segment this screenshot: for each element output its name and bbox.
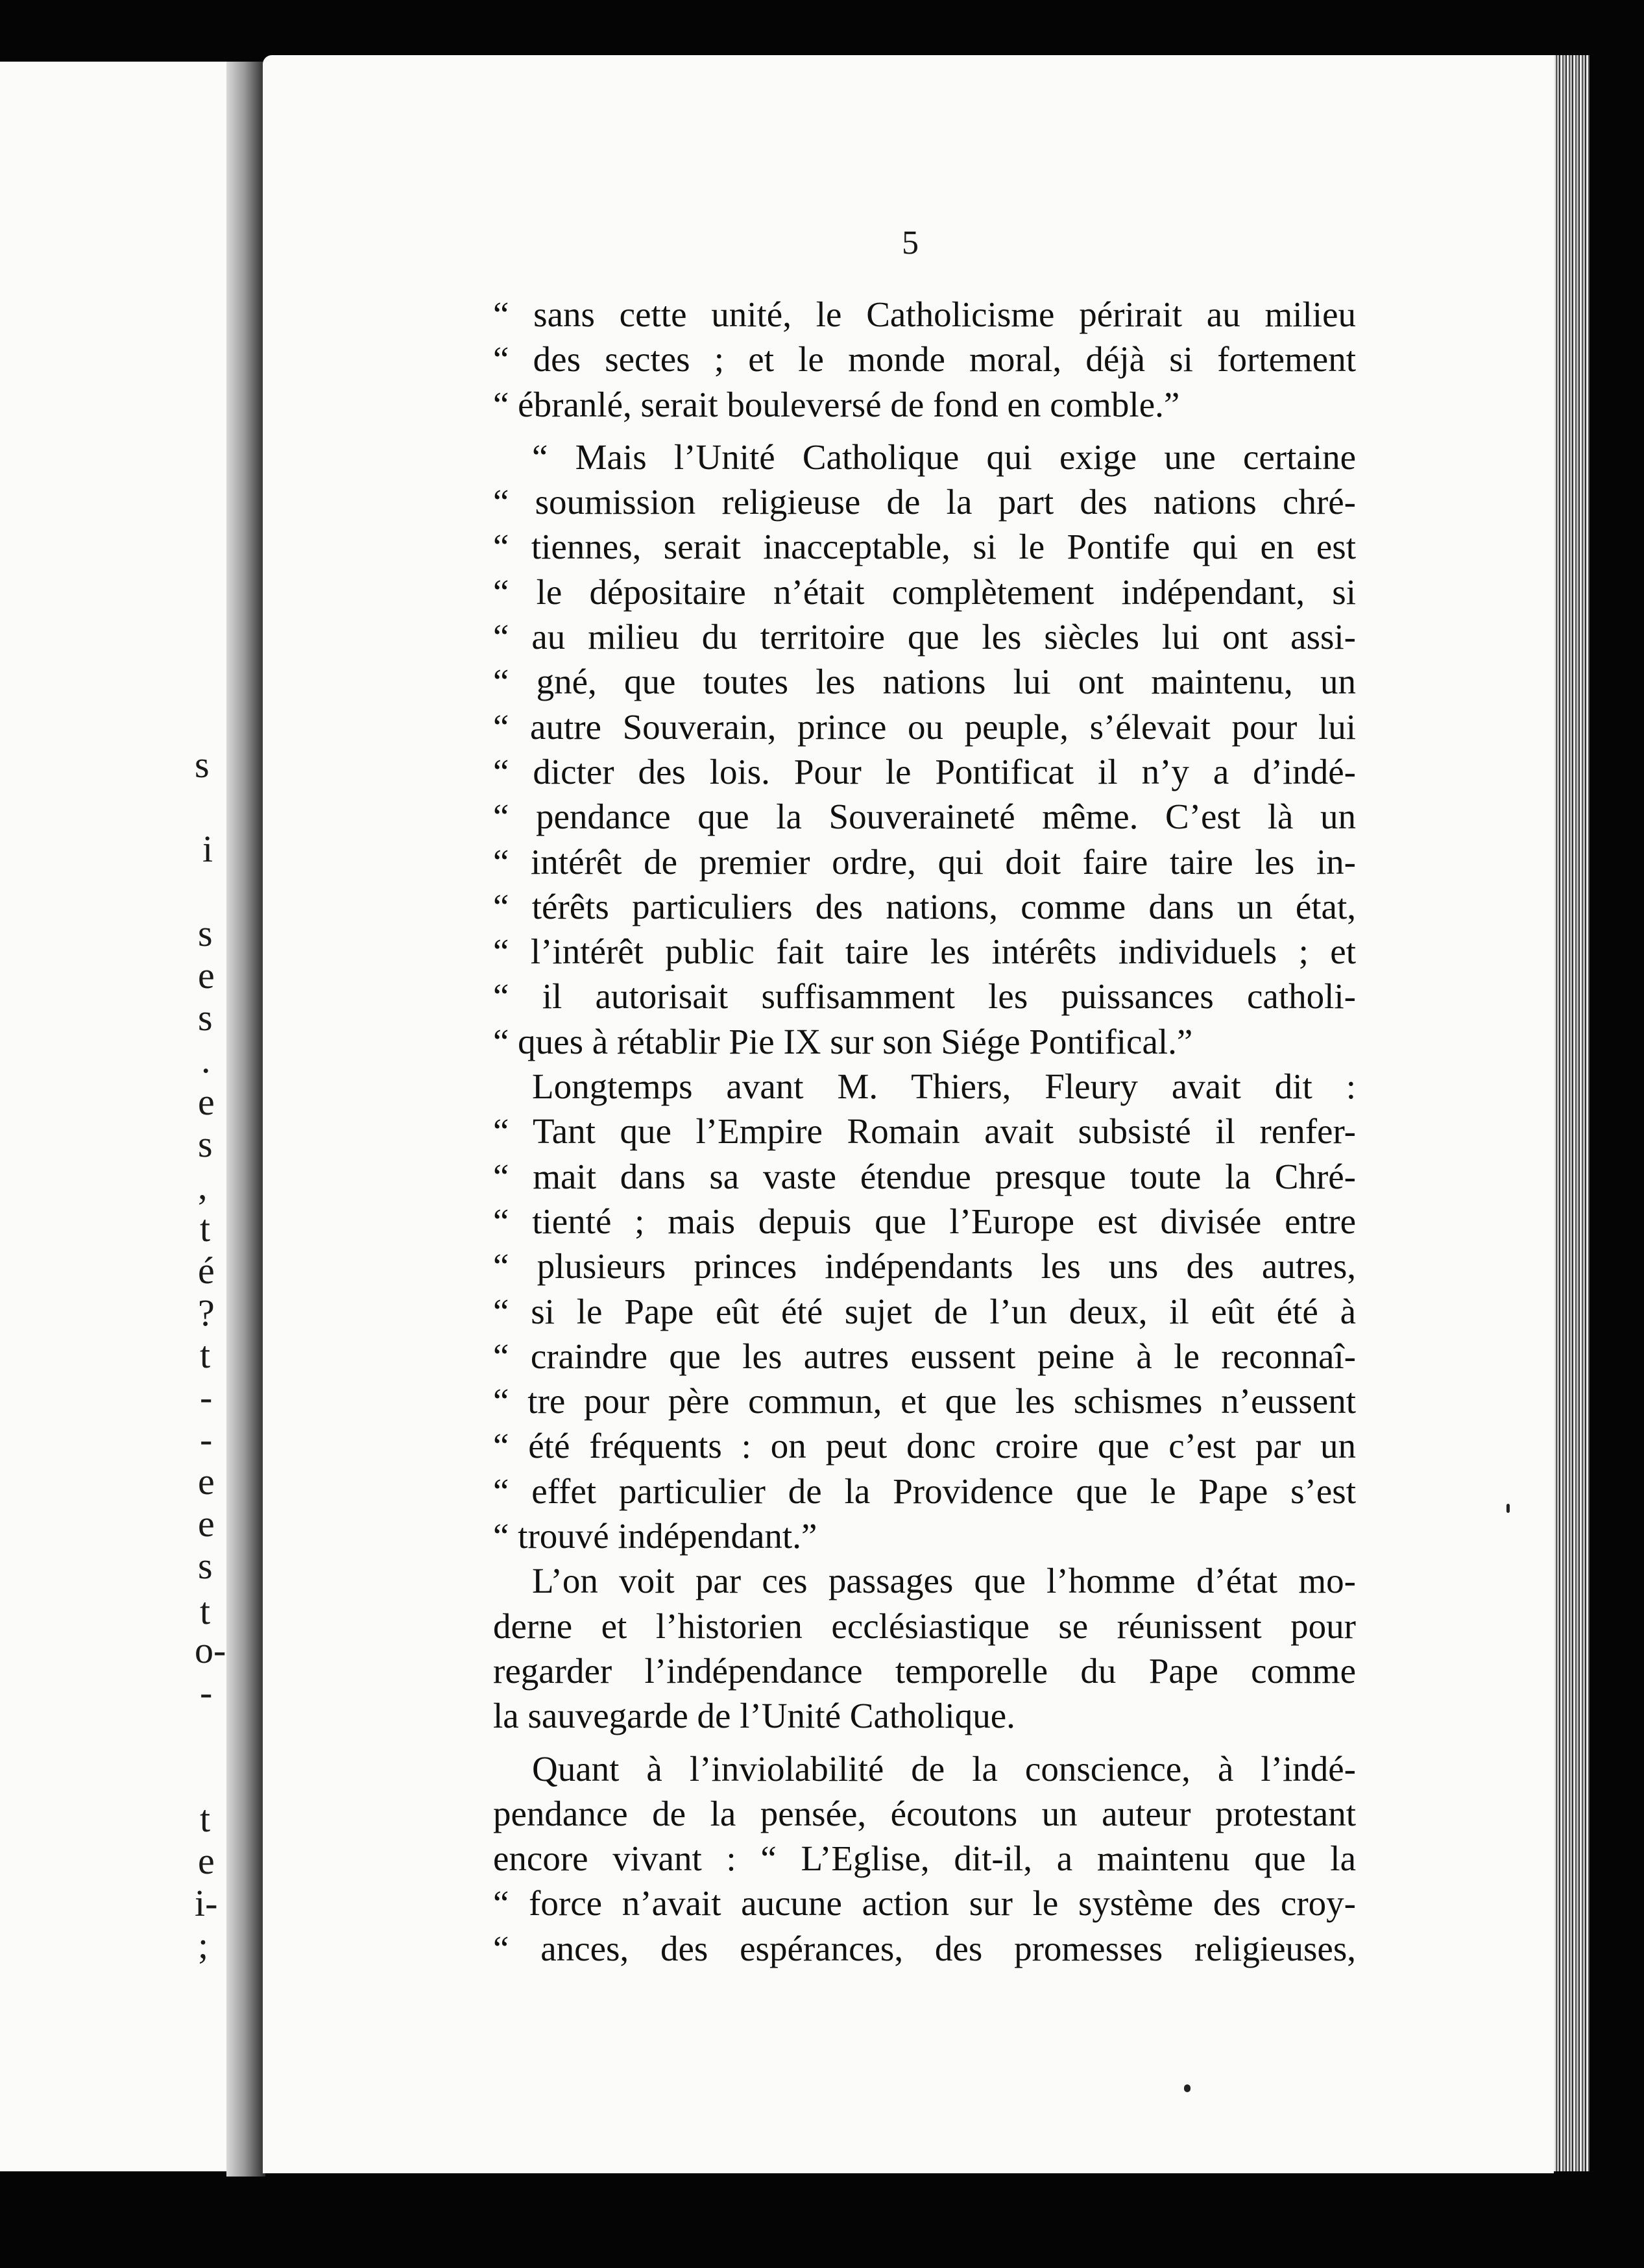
text-line: “ ébranlé, serait bouleversé de fond en comble.” xyxy=(493,384,1180,424)
text-line: regarder l’indépendance temporelle du Pape comme xyxy=(493,1650,1356,1691)
text-line: Quant à l’inviolabilité de la conscience, à l’indé- xyxy=(532,1748,1356,1789)
text-line: L’on voit par ces passages que l’homme d’état mo- xyxy=(532,1561,1356,1601)
fragment: o- xyxy=(195,1629,226,1671)
text-line: “ trouvé indépendant.” xyxy=(493,1516,817,1556)
text-line: “ été fréquents : on peut donc croire que c’est par un xyxy=(493,1426,1356,1466)
text-line: “ tre pour père commun, et que les schismes n’eussent xyxy=(493,1381,1356,1421)
text-line: “ autre Souverain, prince ou peuple, s’élevait pour lui xyxy=(493,706,1356,747)
fragment: - xyxy=(200,1376,213,1418)
fragment: s xyxy=(198,1545,213,1587)
text-line: “ des sectes ; et le monde moral, déjà si fortement xyxy=(493,339,1356,380)
fragment: e xyxy=(198,1840,215,1882)
fragment: t xyxy=(200,1207,211,1249)
ink-speck xyxy=(1506,1504,1510,1513)
fragment: t xyxy=(200,1798,211,1840)
text-line: “ ances, des espérances, des promesses religieuses, xyxy=(493,1928,1356,1968)
text-line: “ tienté ; mais depuis que l’Europe est divisée entre xyxy=(493,1201,1356,1241)
text-line: encore vivant : “ L’Eglise, dit-il, a maintenu que la xyxy=(493,1839,1356,1879)
text-line: “ Mais l’Unité Catholique qui exige une certaine xyxy=(532,437,1356,477)
text-line: “ dicter des lois. Pour le Pontificat il n’y a d’indé- xyxy=(493,751,1356,791)
text-line: “ soumission religieuse de la part des nations chré- xyxy=(493,482,1356,522)
fragment: - xyxy=(200,1671,213,1713)
text-line: “ force n’avait aucune action sur le système des croy- xyxy=(493,1883,1356,1924)
text-line: “ térêts particuliers des nations, comme dans un état, xyxy=(493,886,1356,926)
fragment: s xyxy=(195,743,210,786)
text-line: “ intérêt de premier ordre, qui doit faire taire les in- xyxy=(493,841,1356,882)
text-line: “ effet particulier de la Providence que le Pape s’est xyxy=(493,1471,1356,1511)
text-line: “ craindre que les autres eussent peine à le reconnaî- xyxy=(493,1336,1356,1376)
body-text xyxy=(493,292,1356,1971)
text-line: la sauvegarde de l’Unité Catholique. xyxy=(493,1696,1015,1736)
text-line: “ pendance que la Souveraineté même. C’est là un xyxy=(493,797,1356,837)
fragment: ? xyxy=(198,1292,215,1334)
page-edges xyxy=(1554,55,1590,2171)
text-line: derne et l’historien ecclésiastique se réunissent pour xyxy=(493,1606,1356,1646)
text-line: pendance de la pensée, écoutons un auteur protestant xyxy=(493,1793,1356,1833)
fragment: s xyxy=(198,912,213,954)
fragment: e xyxy=(198,954,215,996)
fragment: é xyxy=(198,1249,215,1292)
text-line: “ au milieu du territoire que les siècles lui ont assi- xyxy=(493,617,1356,657)
gutter-shadow xyxy=(226,62,265,2177)
fragment: ; xyxy=(198,1924,209,1966)
text-line: “ mait dans sa vaste étendue presque toute la Chré- xyxy=(493,1156,1356,1196)
text-line: “ si le Pape eût été sujet de l’un deux, il eût été à xyxy=(493,1291,1356,1331)
fragment: i xyxy=(202,828,213,870)
fragment: e xyxy=(198,1081,215,1123)
text-line: “ il autorisait suffisamment les puissances catholi- xyxy=(493,976,1356,1017)
text-line: “ gné, que toutes les nations lui ont maintenu, un xyxy=(493,662,1356,702)
fragment: e xyxy=(198,1460,215,1502)
text-line: “ Tant que l’Empire Romain avait subsisté il renfer- xyxy=(493,1111,1356,1152)
fragment: - xyxy=(200,1418,213,1460)
text-line: “ tiennes, serait inacceptable, si le Pontife qui en est xyxy=(493,527,1356,567)
fragment: t xyxy=(200,1590,211,1632)
fragment: s xyxy=(198,1123,213,1165)
fragment: s xyxy=(198,996,213,1039)
text-line: “ le dépositaire n’était complètement indépendant, si xyxy=(493,572,1356,612)
left-page xyxy=(0,62,228,2171)
fragment: e xyxy=(198,1502,215,1545)
ink-speck xyxy=(1184,2084,1191,2092)
text-line: “ plusieurs princes indépendants les uns des autres, xyxy=(493,1246,1356,1286)
fragment: t xyxy=(200,1334,211,1376)
text-line: “ l’intérêt public fait taire les intérêts individuels ; et xyxy=(493,932,1356,972)
fragment: i- xyxy=(195,1882,218,1924)
fragment: , xyxy=(198,1165,208,1207)
text-line: Longtemps avant M. Thiers, Fleury avait dit : xyxy=(532,1067,1356,1107)
text-line: “ sans cette unité, le Catholicisme périrait au milieu xyxy=(493,295,1356,334)
text-line: “ ques à rétablir Pie IX sur son Siége Pontifical.” xyxy=(493,1021,1193,1061)
page-number: 5 xyxy=(902,224,919,261)
fragment: . xyxy=(201,1039,211,1081)
